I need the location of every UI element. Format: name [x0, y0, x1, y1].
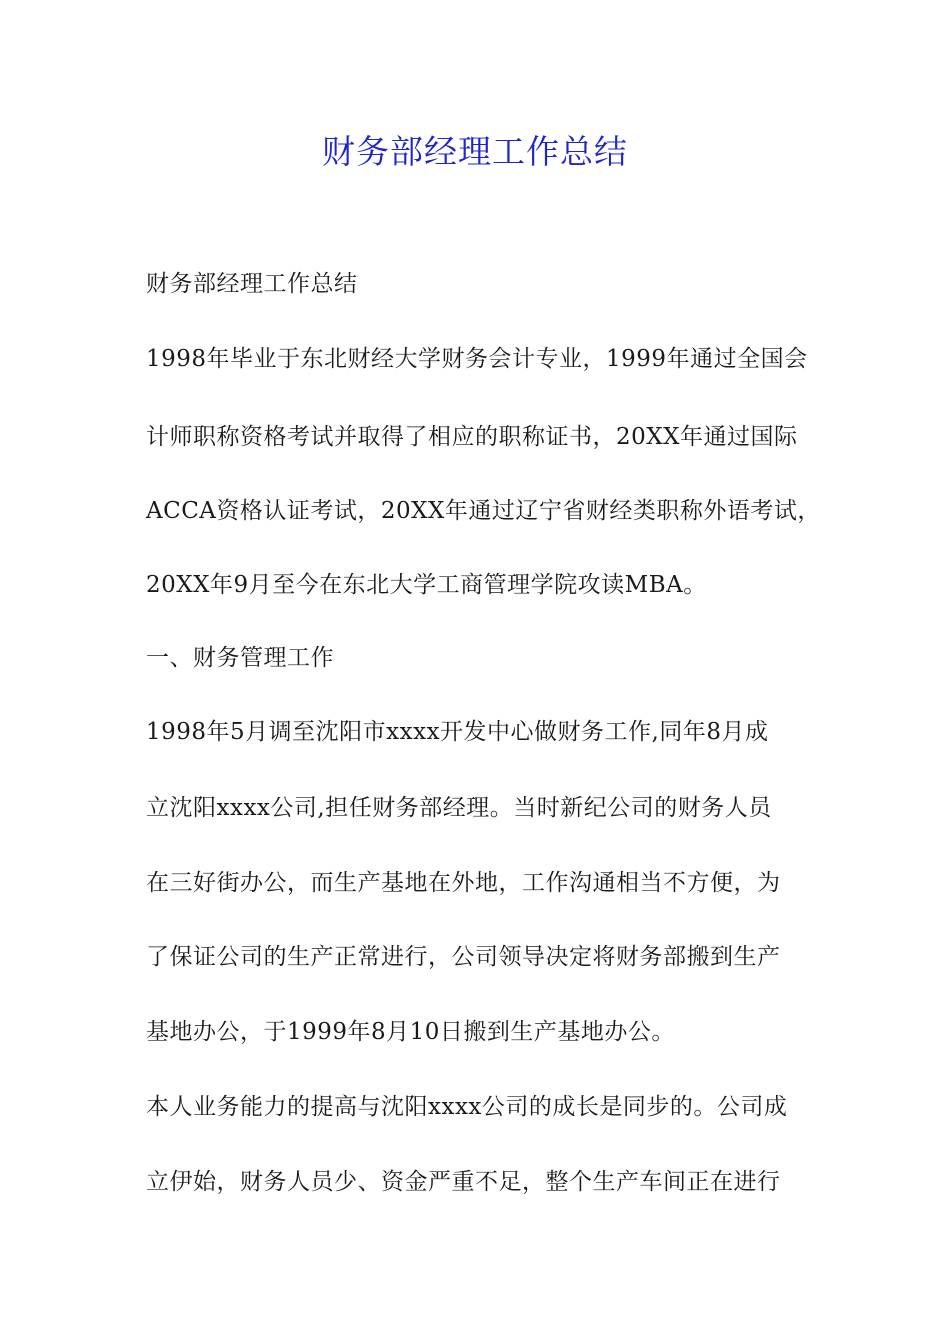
document-title: 财务部经理工作总结 — [322, 132, 628, 171]
subtitle-line: 财务部经理工作总结 — [146, 271, 358, 297]
paragraph-line: 计师职称资格考试并取得了相应的职称证书，20XX年通过国际 — [146, 424, 798, 450]
paragraph-line: 在三好街办公，而生产基地在外地，工作沟通相当不方便，为 — [146, 870, 781, 896]
paragraph-line: 本人业务能力的提高与沈阳xxxx公司的成长是同步的。公司成 — [146, 1094, 788, 1120]
paragraph-line: ACCA资格认证考试，20XX年通过辽宁省财经类职称外语考试， — [146, 498, 821, 524]
paragraph-line: 立伊始，财务人员少、资金严重不足，整个生产车间正在进行 — [146, 1169, 781, 1195]
paragraph-line: 20XX年9月至今在东北大学工商管理学院攻读MBA。 — [146, 572, 707, 598]
paragraph-line: 基地办公，于1999年8月10日搬到生产基地办公。 — [146, 1019, 675, 1045]
paragraph-line: 了保证公司的生产正常进行，公司领导决定将财务部搬到生产 — [146, 944, 781, 970]
paragraph-line: 立沈阳xxxx公司,担任财务部经理。当时新纪公司的财务人员 — [146, 795, 772, 821]
paragraph-line: 1998年毕业于东北财经大学财务会计专业，1999年通过全国会 — [146, 346, 808, 372]
section-heading: 一、财务管理工作 — [146, 645, 334, 671]
paragraph-line: 1998年5月调至沈阳市xxxx开发中心做财务工作,同年8月成 — [146, 719, 769, 745]
